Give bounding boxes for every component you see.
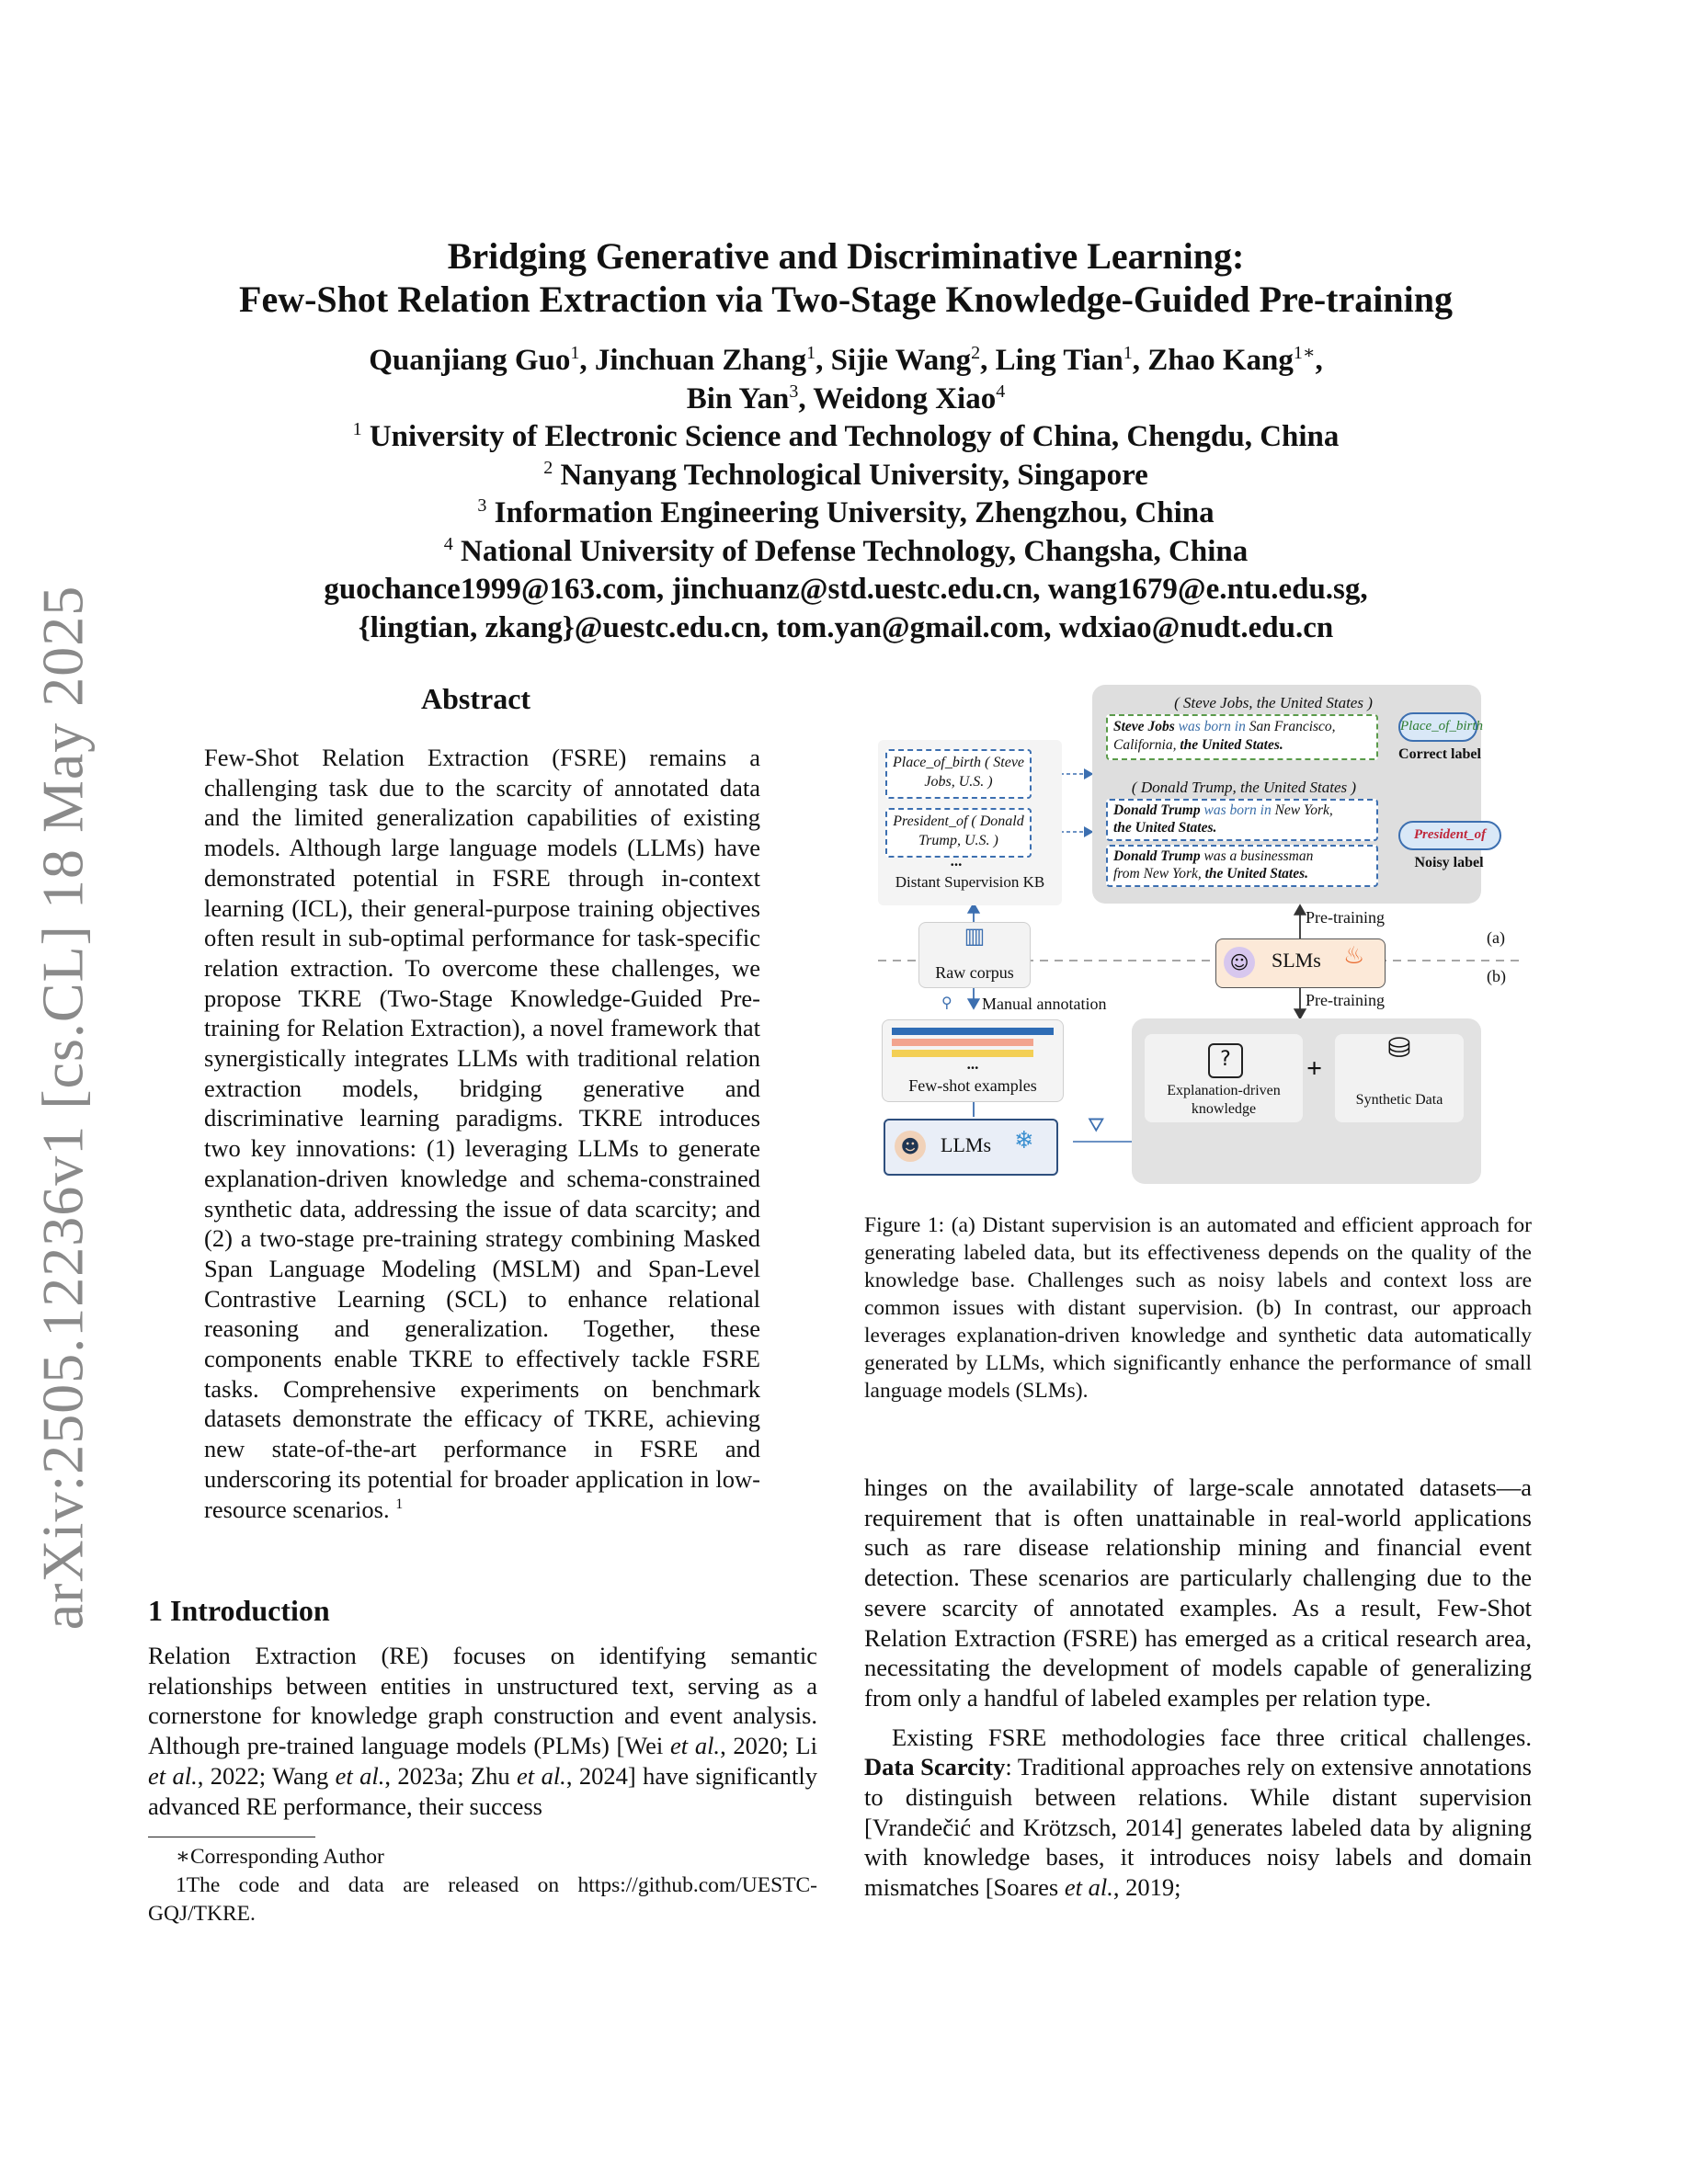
explanation-label-1: Explanation-driven <box>1167 1083 1281 1098</box>
explanation-node <box>1145 1034 1303 1122</box>
flame-icon: ♨ <box>1343 942 1365 970</box>
sentence-steve-jobs: Steve Jobs was born in San Francisco, California, the United States. <box>1106 714 1378 760</box>
few-shot-ellipsis: ... <box>966 1055 979 1073</box>
footnote-corresponding: ∗Corresponding Author <box>176 1845 384 1869</box>
author-block <box>147 342 1545 647</box>
noisy-label: Noisy label <box>1414 855 1484 870</box>
synthetic-data-label: Synthetic Data <box>1355 1092 1443 1108</box>
pill-president-of: President_of <box>1398 821 1501 850</box>
paper-title <box>147 234 1545 321</box>
raw-corpus-node <box>918 922 1031 988</box>
question-icon: ? <box>1208 1043 1243 1078</box>
figure-caption: Figure 1: (a) Distant supervision is an automated and efficient approach for generating labeled data, but its effectiveness depends on the quality of the knowledge base. Challenges such as noisy labels and context loss are common issues with distant supervision. (b) In contrast, our approach leverages explanation-driven knowledge and synthetic data automatically generated by LLMs, which significantly enhance the performance of small language models (SLMs). <box>864 1213 1532 1403</box>
pretraining-label-b: Pre-training <box>1306 991 1385 1009</box>
footnotes <box>148 1843 817 1928</box>
example-bar-1 <box>892 1028 1054 1035</box>
snowflake-icon: ❄ <box>1014 1127 1034 1155</box>
llms-label: LLMs <box>941 1133 991 1156</box>
sentence-trump-businessman: Donald Trump was a businessman from New York, the United States. <box>1106 845 1378 887</box>
pretraining-label-a: Pre-training <box>1306 908 1385 927</box>
few-shot-label: Few-shot examples <box>908 1076 1037 1095</box>
affiliation-3: $^3$ Information Engineering University, Zhengzhou, China <box>477 495 1215 529</box>
affiliation-2: $^2$ Nanyang Technological University, Singapore <box>543 457 1148 492</box>
affiliation-1: $^1$ University of Electronic Science and Technology of China, Chengdu, China <box>352 419 1340 453</box>
footnote-code-link[interactable]: 1The code and data are released on https://github.com/UESTC-GQJ/TKRE. <box>148 1873 817 1926</box>
explanation-label-2: knowledge <box>1191 1101 1257 1117</box>
kb-entry-president-of: President_of ( Donald Trump, U.S. ) <box>885 808 1032 858</box>
pill-place-of-birth: Place_of_birth <box>1398 712 1477 742</box>
plus-sign: + <box>1306 1053 1323 1084</box>
slms-label: SLMs <box>1272 949 1321 972</box>
slms-node <box>1215 938 1386 988</box>
robot-face-icon: ☺ <box>1224 947 1255 978</box>
right-paragraph-1: hinges on the availability of large-scale annotated datasets—a requirement that is often unattainable in real-world applications such as rare disease relationship mining and financial event detection. These scenarios are particularly challenging due to the severe scarcity of annotated examples. As a result, Few-Shot Relation Extraction (FSRE) has emerged as a critical research area, necessitating the development of models capable of generalizing from only a handful of labeled examples per relation type. <box>864 1473 1532 1712</box>
emails-line-1: guochance1999@163.com, jinchuanz@std.uestc.edu.cn, wang1679@e.ntu.edu.sg, <box>324 573 1368 606</box>
marker-b: (b) <box>1487 967 1506 985</box>
kb-entry-place-of-birth: Place_of_birth ( Steve Jobs, U.S. ) <box>885 749 1032 799</box>
emails-line-2: {lingtian, zkang}@uestc.edu.cn, tom.yan@gmail.com, wdxiao@nudt.edu.cn <box>358 610 1334 644</box>
kb-label: Distant Supervision KB <box>895 873 1045 891</box>
title-line-1: Bridging Generative and Discriminative Learning: <box>447 235 1245 277</box>
marker-a: (a) <box>1487 928 1505 947</box>
raw-corpus-label: Raw corpus <box>935 963 1014 982</box>
arxiv-stamp: arXiv:2505.12236v1 [cs.CL] 18 May 2025 <box>29 585 95 1631</box>
correct-label: Correct label <box>1398 746 1481 762</box>
lightbulb-icon: ⚲ <box>941 994 952 1011</box>
tuple-donald-trump: ( Donald Trump, the United States ) <box>1131 779 1357 796</box>
intro-paragraph: Relation Extraction (RE) focuses on identifying semantic relationships between entities in unstructured text, serving as a cornerstone for knowledge graph construction and event analysis. Although pre-trained language models (PLMs) [Wei et al., 2020; Li et al., 2022; Wang et al., 2023a; Zhu et al., 2024] have significantly advanced RE performance, their success <box>148 1642 817 1820</box>
database-icon: ⛁ <box>1387 1032 1411 1064</box>
synthetic-data-node <box>1335 1034 1464 1122</box>
abstract-text: Few-Shot Relation Extraction (FSRE) remains a challenging task due to the scarcity of annotated data and the limited generalization capabilities of existing models. Although large language models (LLMs) have demonstrated potential in FSRE through in-context learning (ICL), their general-purpose training objectives often result in sub-optimal performance for task-specific relation extraction. To overcome these challenges, we propose TKRE (Two-Stage Knowledge-Guided Pre-training for Relation Extraction), a novel framework that synergistically integrates LLMs with traditional relation extraction models, bridging generative and discriminative learning paradigms. TKRE introduces two key innovations: (1) leveraging LLMs to generate explanation-driven knowledge and schema-constrained synthetic data, addressing the issue of data scarcity; and (2) a two-stage pre-training strategy combining Masked Span Language Modeling (MSLM) and Span-Level Contrastive Learning (SCL) to enhance relational reasoning and generalization. Together, these components enable TKRE to effectively tackle FSRE tasks. Comprehensive experiments on benchmark datasets demonstrate the efficacy of TKRE, achieving new state-of-the-art performance in FSRE and underscoring its potential for broader application in low-resource scenarios. $^1$ <box>204 744 760 1523</box>
author-line-2: Bin Yan$^3$, Weidong Xiao$^4$ <box>686 381 1006 415</box>
example-bar-2 <box>892 1039 1033 1046</box>
user-icon: ☻ <box>895 1131 926 1162</box>
right-column-text <box>864 1473 1532 1903</box>
filter-icon: ⛛ <box>1088 1114 1105 1137</box>
affiliation-4: $^4$ National University of Defense Technology, Changsha, China <box>443 533 1249 568</box>
book-stack-icon: ▥ <box>964 923 986 949</box>
intro-heading: 1 Introduction <box>148 1594 330 1627</box>
manual-annotation-label: Manual annotation <box>982 995 1107 1013</box>
abstract-heading: Abstract <box>421 682 531 715</box>
figure-1 <box>878 685 1522 1186</box>
tuple-steve-jobs: ( Steve Jobs, the United States ) <box>1174 694 1373 711</box>
title-line-2: Few-Shot Relation Extraction via Two-Stage Knowledge-Guided Pre-training <box>239 279 1453 320</box>
few-shot-node <box>882 1019 1064 1102</box>
sentence-trump-born: Donald Trump was born in New York, the United States. <box>1106 799 1378 841</box>
kb-ellipsis: ... <box>950 852 963 870</box>
author-line-1: Quanjiang Guo$^1$, Jinchuan Zhang$^1$, Sijie Wang$^2$, Ling Tian$^1$, Zhao Kang$^{1∗}$, <box>369 343 1323 377</box>
llms-node <box>884 1119 1058 1176</box>
right-paragraph-2: Existing FSRE methodologies face three critical challenges. Data Scarcity: Traditional approaches rely on extensive annotations to distinguish between relations. While distant supervision [Vrandečić and Krötzsch, 2014] generates labeled data by aligning with knowledge bases, it introduces noisy labels and domain mismatches [Soares et al., 2019; <box>864 1723 1532 1902</box>
